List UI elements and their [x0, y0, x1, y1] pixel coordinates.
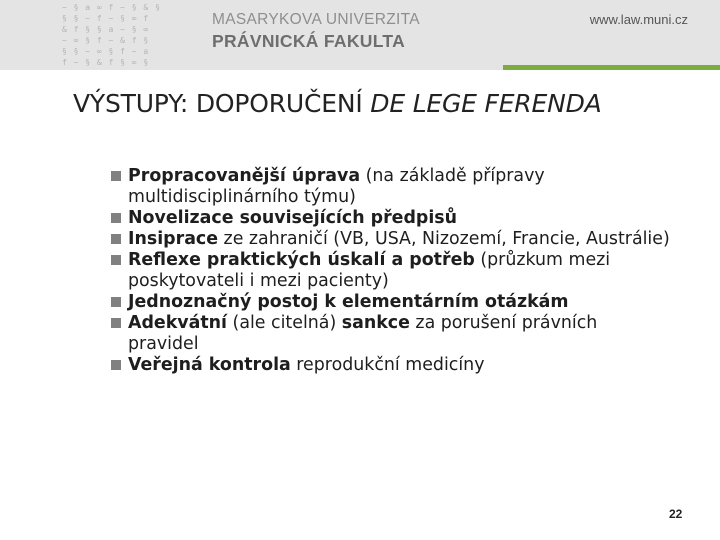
square-bullet-icon: [111, 234, 121, 244]
square-bullet-icon: [111, 171, 121, 181]
bullet-text-bold: Reflexe praktických úskalí a potřeb: [128, 250, 475, 270]
bullet-text: ze zahraničí (VB, USA, Nizozemí, Francie, Austrálie): [218, 229, 670, 249]
university-name: MASARYKOVA UNIVERZITA: [212, 11, 420, 28]
bullet-text: (ale citelná): [227, 313, 342, 333]
bullet-item: [110, 229, 670, 250]
website-url[interactable]: www.law.muni.cz: [589, 12, 688, 27]
bullet-text: (průzkum mezi poskytovateli i mezi pacienty): [128, 250, 611, 291]
university-logo-pattern: ~ § a ∞ f ~ § & § § § ~ f ~ § ∞ f & f § § a ~ § ∞ ~ ∞ § f ~ & f § § § ~ ∞ § f ~ a f ~ § & f § ∞ §: [62, 3, 161, 67]
header-band: [0, 0, 720, 70]
bullet-text-bold: Veřejná kontrola: [128, 355, 291, 375]
bullet-item: [110, 292, 670, 313]
square-bullet-icon: [111, 297, 121, 307]
bullet-text: za porušení právních pravidel: [128, 313, 598, 354]
bullet-text-bold: Jednoznačný postoj k elementárním otázkám: [128, 292, 569, 312]
bullet-text-bold: sankce: [341, 313, 410, 333]
accent-bar: [503, 65, 720, 70]
bullet-item: [110, 355, 670, 376]
title-italic: DE LEGE FERENDA: [370, 89, 602, 118]
square-bullet-icon: [111, 213, 121, 223]
bullet-text-bold: Adekvátní: [128, 313, 227, 333]
bullet-text: (na základě přípravy multidisciplinárního týmu): [128, 166, 545, 207]
page-number: 22: [669, 507, 683, 521]
bullet-text-bold: Insiprace: [128, 229, 219, 249]
bullet-text: reprodukční medicíny: [290, 355, 485, 375]
slide-title: [73, 89, 602, 118]
square-bullet-icon: [111, 360, 121, 370]
bullet-text-bold: Novelizace souvisejících předpisů: [128, 208, 458, 228]
bullet-text-bold: Propracovanější úprava: [128, 166, 361, 186]
bullet-item: [110, 208, 670, 229]
bullet-item: [110, 250, 670, 292]
title-regular: VÝSTUPY: DOPORUČENÍ: [73, 89, 371, 118]
faculty-name: PRÁVNICKÁ FAKULTA: [212, 31, 406, 51]
square-bullet-icon: [111, 318, 121, 328]
bullet-item: [110, 166, 670, 208]
square-bullet-icon: [111, 255, 121, 265]
bullet-item: [110, 313, 670, 355]
bullet-list: [110, 166, 670, 376]
